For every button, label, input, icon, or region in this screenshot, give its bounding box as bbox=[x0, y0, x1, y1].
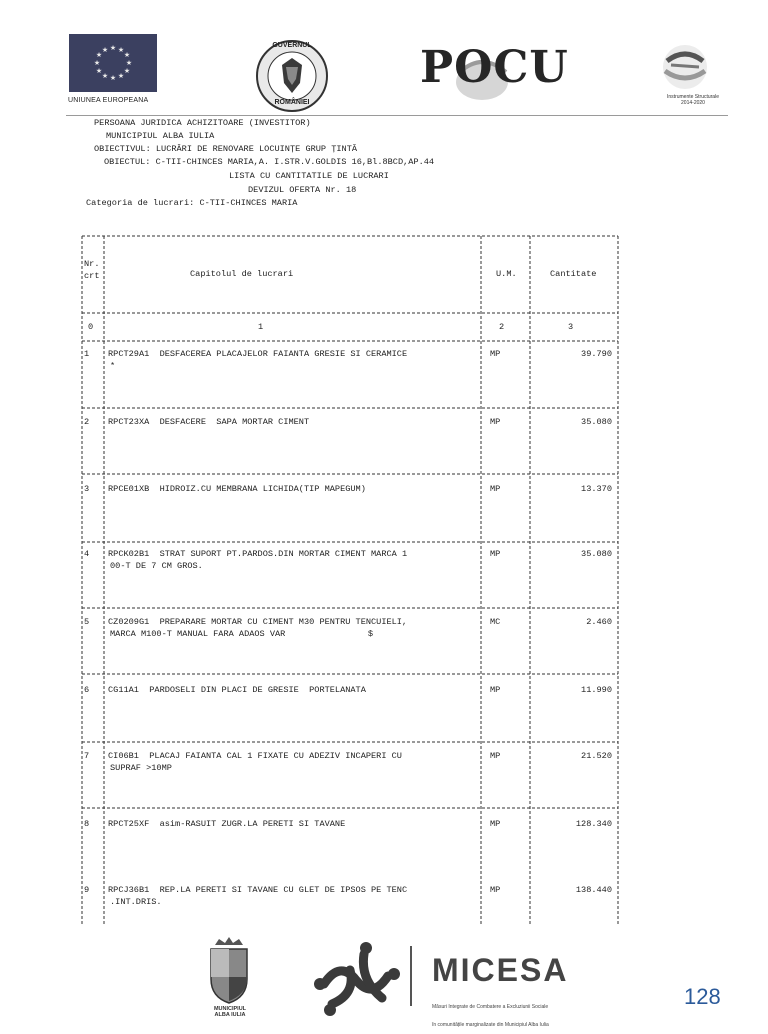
is-caption-line-1: Instrumente Structurale bbox=[667, 94, 719, 100]
svg-text:★: ★ bbox=[117, 46, 125, 54]
eu-caption: UNIUNEA EUROPEANA bbox=[68, 97, 149, 104]
row-desc-line1: RPCT25XF asim-RASUIT ZUGR.LA PERETI SI TAVANE bbox=[108, 819, 346, 829]
table-row bbox=[80, 348, 620, 408]
col-header-cantitate: Cantitate bbox=[550, 269, 597, 279]
row-desc-line1: RPCE01XB HIDROIZ.CU MEMBRANA LICHIDA(TIP MAPEGUM) bbox=[108, 484, 366, 494]
table-row bbox=[80, 483, 620, 543]
row-um: MP bbox=[490, 685, 501, 695]
row-desc-line2: SUPRAF >10MP bbox=[110, 763, 172, 773]
row-qty: 2.460 bbox=[586, 617, 612, 627]
svg-text:★: ★ bbox=[95, 51, 103, 59]
row-desc-line1: RPCK02B1 STRAT SUPORT PT.PARDOS.DIN MORTAR CIMENT MARCA 1 bbox=[108, 549, 408, 559]
row-nr: 5 bbox=[84, 617, 90, 627]
row-nr: 4 bbox=[84, 549, 90, 559]
instrumente-structurale-logo bbox=[655, 41, 715, 93]
row-um: MP bbox=[490, 484, 501, 494]
table-row bbox=[80, 616, 620, 676]
table-row bbox=[80, 416, 620, 476]
col-header-nr: Nr. bbox=[84, 259, 100, 269]
doc-line-1: PERSOANA JURIDICA ACHIZITOARE (INVESTITOR) bbox=[94, 118, 311, 128]
svg-text:★: ★ bbox=[101, 46, 109, 54]
row-desc-line1: RPCT23XA DESFACERE SAPA MORTAR CIMENT bbox=[108, 417, 310, 427]
table-row bbox=[80, 884, 620, 924]
row-um: MP bbox=[490, 819, 501, 829]
is-caption bbox=[648, 94, 738, 106]
col-header-crt: crt bbox=[84, 271, 100, 281]
table-row bbox=[80, 750, 620, 810]
row-desc-line2: .INT.DRIS. bbox=[110, 897, 162, 907]
row-nr: 6 bbox=[84, 685, 90, 695]
row-nr: 3 bbox=[84, 484, 90, 494]
svg-text:★: ★ bbox=[95, 67, 103, 75]
page-number: 128 bbox=[684, 984, 721, 1009]
row-desc-line2: 00-T DE 7 CM GROS. bbox=[110, 561, 203, 571]
row-desc-line1: CG11A1 PARDOSELI DIN PLACI DE GRESIE PORTELANATA bbox=[108, 685, 366, 695]
col-header-capitol: Capitolul de lucrari bbox=[190, 269, 294, 279]
doc-line-6: DEVIZUL OFERTA Nr. 18 bbox=[248, 185, 357, 195]
micesa-people-logo bbox=[310, 940, 404, 1020]
row-um: MP bbox=[490, 417, 501, 427]
table-row bbox=[80, 684, 620, 744]
row-desc-line1: RPCJ36B1 REP.LA PERETI SI TAVANE CU GLET DE IPSOS PE TENC bbox=[108, 885, 408, 895]
footer-divider bbox=[410, 946, 412, 1006]
index-0: 0 bbox=[88, 322, 94, 332]
svg-text:★: ★ bbox=[101, 72, 109, 80]
alba-caption-line-2: ALBA IULIA bbox=[214, 1012, 246, 1018]
doc-line-5: LISTA CU CANTITATILE DE LUCRARI bbox=[229, 171, 389, 181]
row-qty: 128.340 bbox=[575, 819, 612, 829]
col-header-um: U.M. bbox=[496, 269, 517, 279]
seal-text-top: GUVERNUL bbox=[272, 42, 312, 49]
seal-text-bottom: ROMÂNIEI bbox=[274, 99, 310, 106]
row-desc-line2: MARCA M100-T MANUAL FARA ADAOS VAR $ bbox=[110, 629, 374, 639]
doc-line-7: Categoria de lucrari: C-TII-CHINCES MARIA bbox=[86, 198, 298, 208]
doc-line-4: OBIECTUL: C-TII-CHINCES MARIA,A. I.STR.V.GOLDIS 16,Bl.8BCD,AP.44 bbox=[104, 157, 435, 167]
doc-line-3: OBIECTIVUL: LUCRĂRI DE RENOVARE LOCUINȚE GRUP ȚINTĂ bbox=[94, 144, 358, 154]
row-um: MP bbox=[490, 885, 501, 895]
row-nr: 8 bbox=[84, 819, 90, 829]
svg-text:★: ★ bbox=[93, 59, 101, 67]
eu-flag-logo bbox=[69, 34, 157, 92]
row-um: MP bbox=[490, 751, 501, 761]
pocu-wordmark: POCU bbox=[420, 42, 569, 93]
table-row bbox=[80, 548, 620, 608]
doc-line-2: MUNICIPIUL ALBA IULIA bbox=[106, 131, 215, 141]
svg-text:★: ★ bbox=[109, 44, 117, 52]
row-qty: 39.790 bbox=[581, 349, 612, 359]
quantities-table bbox=[80, 234, 620, 924]
row-qty: 35.080 bbox=[581, 417, 612, 427]
micesa-subtitle-line-2: în comunitățile marginalizate din Municipiul Alba Iulia bbox=[432, 1022, 549, 1028]
row-desc-line1: CZ0209G1 PREPARARE MORTAR CU CIMENT M30 PENTRU TENCUIELI, bbox=[108, 617, 408, 627]
row-desc-line1: RPCT29A1 DESFACEREA PLACAJELOR FAIANTA GRESIE SI CERAMICE bbox=[108, 349, 408, 359]
svg-text:★: ★ bbox=[123, 51, 131, 59]
row-desc-line2: * bbox=[110, 361, 116, 371]
index-1: 1 bbox=[258, 322, 264, 332]
is-caption-line-2: 2014-2020 bbox=[681, 100, 705, 106]
row-qty: 11.990 bbox=[581, 685, 612, 695]
row-nr: 1 bbox=[84, 349, 90, 359]
row-nr: 7 bbox=[84, 751, 90, 761]
row-um: MC bbox=[490, 617, 501, 627]
micesa-wordmark: MICESA bbox=[432, 952, 569, 988]
row-nr: 9 bbox=[84, 885, 90, 895]
svg-text:★: ★ bbox=[123, 67, 131, 75]
alba-caption-line-1: MUNICIPIUL bbox=[213, 1006, 247, 1012]
micesa-subtitle bbox=[432, 992, 549, 1034]
row-qty: 21.520 bbox=[581, 751, 612, 761]
header-divider bbox=[66, 115, 728, 116]
svg-text:★: ★ bbox=[117, 72, 125, 80]
index-2: 2 bbox=[499, 322, 505, 332]
index-3: 3 bbox=[568, 322, 574, 332]
row-qty: 138.440 bbox=[575, 885, 612, 895]
svg-text:★: ★ bbox=[125, 59, 133, 67]
row-desc-line1: CI06B1 PLACAJ FAIANTA CAL 1 FIXATE CU ADEZIV INCAPERI CU bbox=[108, 751, 402, 761]
alba-caption bbox=[200, 1006, 260, 1018]
svg-text:★: ★ bbox=[109, 74, 117, 82]
row-nr: 2 bbox=[84, 417, 90, 427]
row-um: MP bbox=[490, 549, 501, 559]
row-qty: 13.370 bbox=[581, 484, 612, 494]
micesa-subtitle-line-1: Măsuri Integrate de Combatere a Excluziunii Sociale bbox=[432, 1004, 549, 1010]
table-row bbox=[80, 818, 620, 878]
row-qty: 35.080 bbox=[581, 549, 612, 559]
row-um: MP bbox=[490, 349, 501, 359]
